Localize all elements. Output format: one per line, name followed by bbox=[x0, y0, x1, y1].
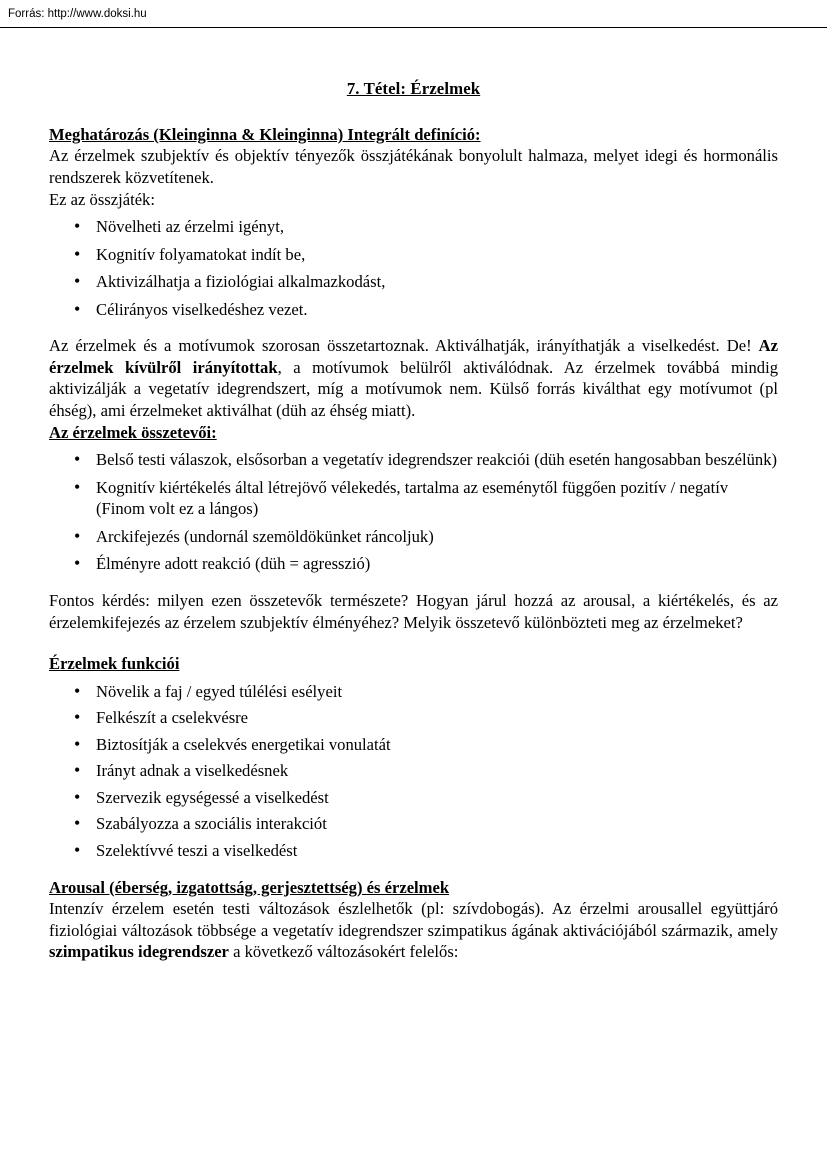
list-item: • Biztosítják a cselekvés energetikai vonulatát bbox=[96, 734, 778, 756]
list-item: • Növelik a faj / egyed túlélési esélyeit bbox=[96, 681, 778, 703]
definition-heading: Meghatározás (Kleinginna & Kleinginna) Integrált definíció: bbox=[49, 124, 481, 144]
definition-bullet-list bbox=[49, 216, 778, 320]
section-components bbox=[49, 422, 778, 634]
list-item: • Szabályozza a szociális interakciót bbox=[96, 813, 778, 835]
components-bullet-list bbox=[49, 449, 778, 575]
header-divider bbox=[0, 27, 827, 28]
functions-heading: Érzelmek funkciói bbox=[49, 654, 180, 674]
list-item: • Növelheti az érzelmi igényt, bbox=[96, 216, 778, 238]
arousal-paragraph bbox=[49, 898, 778, 963]
list-item: • Szervezik egységessé a viselkedést bbox=[96, 787, 778, 809]
components-heading: Az érzelmek összetevői: bbox=[49, 422, 217, 442]
arousal-heading: Arousal (éberség, izgatottság, gerjesztettség) és érzelmek bbox=[49, 877, 450, 897]
components-paragraph: Fontos kérdés: milyen ezen összetevők természete? Hogyan járul hozzá az arousal, a kiértékelés, és az érzelemkifejezés az érzelem szubjektív élményéhez? Melyik összetevő különbözteti meg az érzelmeket? bbox=[49, 590, 778, 632]
arousal-bold-emphasis: szimpatikus idegrendszer bbox=[49, 942, 229, 962]
list-item: • Arckifejezés (undornál szemöldökünket ráncoljuk) bbox=[96, 526, 778, 548]
list-item: • Kognitív folyamatokat indít be, bbox=[96, 244, 778, 266]
section-functions bbox=[49, 653, 778, 862]
page-title: 7. Tétel: Érzelmek bbox=[346, 79, 481, 98]
paragraph-bold-emphasis: Az érzelmek kívülről irányítottak bbox=[49, 336, 778, 377]
arousal-text-part2: a következő változásokért felelős: bbox=[233, 942, 459, 962]
section-arousal bbox=[49, 877, 778, 963]
list-item: • Belső testi válaszok, elsősorban a vegetatív idegrendszer reakciói (düh esetén hangosabban beszélünk) bbox=[96, 449, 778, 471]
definition-paragraph: Az érzelmek szubjektív és objektív tényezők összjátékának bonyolult halmaza, melyet idegi és hormonális rendszerek közvetítenek. bbox=[49, 146, 778, 187]
source-watermark: Forrás: http://www.doksi.hu bbox=[8, 8, 147, 20]
definition-paragraph-2 bbox=[49, 335, 778, 421]
section-definition bbox=[49, 124, 778, 422]
functions-bullet-list bbox=[49, 681, 778, 862]
list-item: • Szelektívvé teszi a viselkedést bbox=[96, 840, 778, 862]
list-item: • Célirányos viselkedéshez vezet. bbox=[96, 299, 778, 321]
arousal-text-part1: Intenzív érzelem esetén testi változások észlelhetők (pl: szívdobogás). Az érzelmi arousallel együttjáró fiziológiai változások többsége a vegetatív idegrendszer szimpatikus ágának aktivációjából származik, amely bbox=[49, 899, 778, 940]
list-item: • Felkészít a cselekvésre bbox=[96, 707, 778, 729]
paragraph-text-part1: Az érzelmek és a motívumok szorosan összetartoznak. Aktiválhatják, irányíthatják a viselkedést. De! bbox=[49, 336, 752, 356]
list-item: • Irányt adnak a viselkedésnek bbox=[96, 760, 778, 782]
definition-lead-in: Ez az összjáték: bbox=[49, 189, 155, 209]
list-item: • Élményre adott reakció (düh = agresszió) bbox=[96, 553, 778, 575]
list-item: • Kognitív kiértékelés által létrejövő vélekedés, tartalma az eseménytől függően pozitív / negatív (Finom volt ez a lángos) bbox=[96, 477, 778, 520]
list-item: • Aktivizálhatja a fiziológiai alkalmazkodást, bbox=[96, 271, 778, 293]
paragraph-text-part2: , a motívumok belülről aktiválódnak. Az érzelmek továbbá mindig aktivizálják a vegetatív idegrendszert, míg a motívumok nem. Külső forrás kiválthat egy motívumot (pl éhség), ami érzelmeket aktiválhat (düh az éhség miatt). bbox=[49, 357, 778, 421]
document-body bbox=[49, 78, 778, 963]
